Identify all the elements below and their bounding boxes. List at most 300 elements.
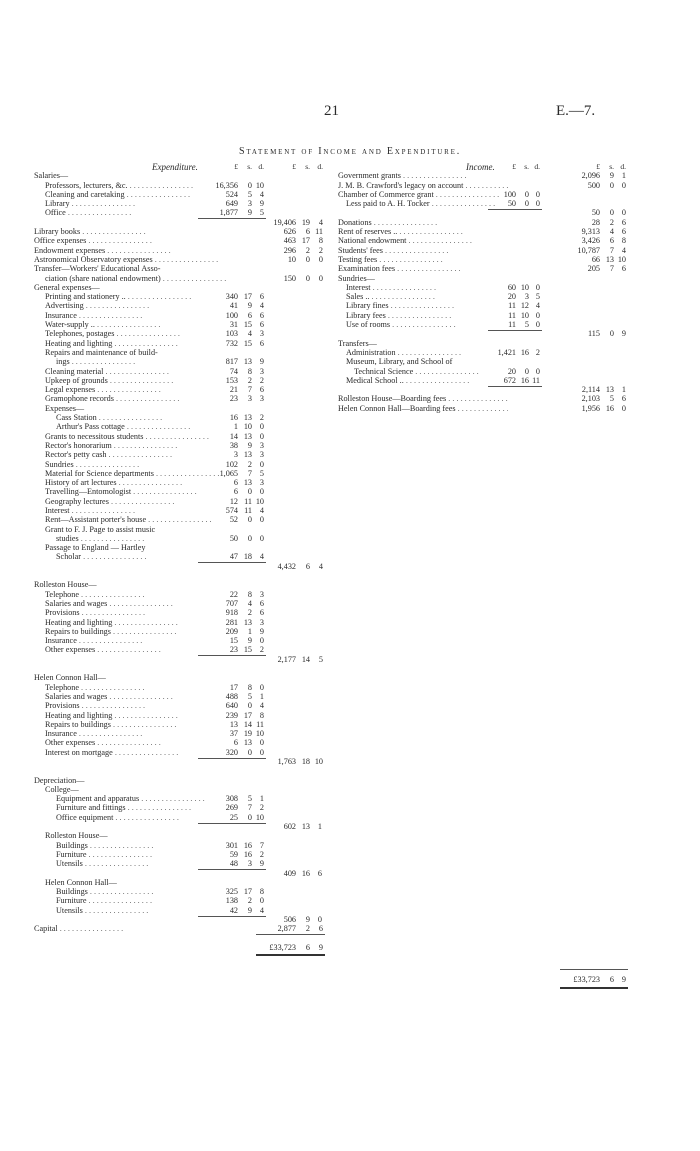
income-amount-pounds: 11 [508, 320, 516, 330]
expenditure-row [34, 850, 334, 859]
income-row-label: Museum, Library, and School of [346, 357, 453, 367]
expenditure-amount-pounds: 6 [233, 478, 238, 488]
expenditure-row-label: Equipment and apparatus . . [56, 794, 230, 803]
expenditure-row-label: Expenses— [45, 403, 85, 413]
expenditure-amount-pence: 9 [259, 199, 264, 209]
income-row [338, 348, 632, 357]
expenditure-amount-pounds: 25 [229, 812, 238, 822]
expenditure-amount-pence: 6 [317, 868, 322, 878]
expenditure-amount-pence: 3 [259, 329, 264, 339]
expenditure-row [34, 683, 334, 692]
expenditure-amount-shillings: 0 [305, 254, 310, 264]
expenditure-amount-pounds: 732 [225, 338, 238, 348]
expenditure-row [34, 255, 334, 264]
expenditure-amount-pence: 10 [255, 729, 264, 739]
expenditure-amount-pence: 11 [256, 719, 264, 729]
expenditure-row-label: Interest on mortgage . . [45, 748, 230, 757]
income-heading-b-pence: d. [620, 162, 626, 171]
expenditure-amount-shillings: 8 [247, 366, 252, 376]
income-amount-pounds: 1,421 [497, 347, 516, 357]
expenditure-row [34, 450, 334, 459]
expenditure-amount-shillings: 5 [247, 794, 252, 804]
expenditure-amount-pence: 3 [259, 589, 264, 599]
expenditure-amount-pence: 8 [259, 710, 264, 720]
income-row [338, 171, 632, 180]
expenditure-amount-pounds: 48 [229, 859, 238, 869]
expenditure-amount-shillings: 13 [243, 431, 252, 441]
expenditure-amount-shillings: 13 [243, 413, 252, 423]
expenditure-amount-pounds: 6 [233, 738, 238, 748]
income-amount-pounds: 20 [507, 292, 516, 302]
expenditure-row [34, 906, 334, 915]
expenditure-amount-pounds: 1 [233, 422, 238, 432]
expenditure-amount-shillings: 9 [247, 301, 252, 311]
income-amount-pence: 8 [621, 236, 626, 246]
income-amount-shillings: 0 [609, 329, 614, 339]
expenditure-amount-pence: 3 [259, 450, 264, 460]
expenditure-amount-shillings: 2 [247, 896, 252, 906]
income-amount-shillings: 3 [524, 292, 529, 302]
expenditure-amount-shillings: 14 [301, 654, 310, 664]
income-amount-shillings: 13 [605, 385, 614, 395]
expenditure-amount-pounds: 506 [283, 915, 296, 925]
income-row-label: National endowment . . [338, 236, 508, 245]
expenditure-amount-shillings: 15 [243, 320, 252, 330]
expenditure-row [34, 896, 334, 905]
expenditure-amount-pence: 9 [259, 626, 264, 636]
expenditure-amount-pence: 0 [259, 459, 264, 469]
expenditure-amount-shillings: 15 [243, 338, 252, 348]
expenditure-amount-shillings: 2 [247, 375, 252, 385]
expenditure-amount-shillings: 5 [247, 691, 252, 701]
expenditure-amount-shillings: 0 [247, 487, 252, 497]
income-amount-shillings: 6 [609, 236, 614, 246]
expenditure-row-label: Helen Connon Hall— [45, 877, 117, 887]
expenditure-amount-shillings: 13 [243, 450, 252, 460]
expenditure-amount-pence: 0 [259, 747, 264, 757]
expenditure-row [34, 692, 334, 701]
expenditure-row [34, 645, 334, 654]
expenditure-row [34, 301, 334, 310]
income-row [338, 227, 632, 236]
expenditure-total-double-rule [256, 954, 325, 956]
expenditure-row [34, 394, 334, 403]
expenditure-row [34, 367, 334, 376]
expenditure-row-label: Rolleston House— [45, 831, 108, 841]
expenditure-amount-pence: 6 [259, 310, 264, 320]
income-row-label: Donations . . [338, 218, 508, 227]
income-row-label: Rolleston House—Boarding fees . . [338, 394, 508, 403]
expenditure-amount-shillings: 7 [247, 803, 252, 813]
expenditure-row [34, 701, 334, 710]
expenditure-amount-pounds: 38 [229, 440, 238, 450]
expenditure-row [34, 432, 334, 441]
expenditure-amount-pounds: 150 [283, 273, 296, 283]
expenditure-row-label: Repairs and maintenance of build- [45, 347, 158, 357]
expenditure-amount-shillings: 7 [247, 385, 252, 395]
expenditure-amount-shillings: 9 [247, 208, 252, 218]
expenditure-row-label: ings . . [56, 357, 230, 366]
expenditure-amount-pounds: £33,723 [269, 942, 296, 952]
expenditure-row [34, 543, 334, 552]
expenditure-row-label: Office . . [45, 208, 230, 217]
income-amount-pence: 6 [621, 394, 626, 404]
expenditure-amount-pounds: 59 [229, 849, 238, 859]
income-row [338, 311, 632, 320]
expenditure-row [34, 869, 334, 878]
income-row [338, 292, 632, 301]
expenditure-row [34, 859, 334, 868]
income-row-label: Technical Science . . [354, 367, 508, 376]
expenditure-amount-pounds: 41 [229, 301, 238, 311]
expenditure-row [34, 199, 334, 208]
expenditure-amount-pounds: 23 [229, 645, 238, 655]
income-amount-pounds: 60 [507, 282, 516, 292]
expenditure-row-label: Endowment expenses . . [34, 246, 230, 255]
income-row [338, 255, 632, 264]
expenditure-amount-shillings: 4 [247, 598, 252, 608]
expenditure-amount-pence: 6 [259, 385, 264, 395]
expenditure-row-label: Rolleston House— [34, 580, 97, 590]
income-amount-shillings: 16 [520, 347, 529, 357]
income-amount-pounds: 100 [503, 189, 516, 199]
expenditure-amount-pence: 6 [318, 924, 323, 934]
expenditure-amount-pence: 3 [259, 478, 264, 488]
expenditure-amount-pounds: 138 [225, 896, 238, 906]
income-amount-pence: 0 [621, 403, 626, 413]
expenditure-row-label: Astronomical Observatory expenses . . [34, 255, 230, 264]
expenditure-amount-shillings: 2 [247, 608, 252, 618]
income-row-label: Testing fees . . [338, 255, 508, 264]
expenditure-amount-pence: 0 [259, 682, 264, 692]
expenditure-amount-pounds: 340 [225, 292, 238, 302]
income-total-pence: 9 [621, 975, 626, 984]
expenditure-row-label: Cass Station . . [56, 413, 230, 422]
income-amount-pounds: 11 [508, 310, 516, 320]
income-amount-pence: 5 [535, 292, 540, 302]
income-amount-pounds: 500 [587, 180, 600, 190]
expenditure-row [34, 878, 334, 887]
expenditure-amount-pounds: 1,065 [219, 468, 238, 478]
income-heading-a-shilling: s. [524, 162, 529, 171]
expenditure-row [34, 506, 334, 515]
expenditure-amount-pence: 8 [259, 887, 264, 897]
income-amount-shillings: 0 [609, 208, 614, 218]
income-amount-pence: 11 [532, 375, 540, 385]
expenditure-row-label: Other expenses . . [45, 645, 230, 654]
income-amount-pence: 0 [535, 199, 540, 209]
expenditure-row [34, 552, 334, 561]
expenditure-amount-pounds: 100 [225, 310, 238, 320]
income-amount-pence: 0 [621, 180, 626, 190]
expenditure-amount-pounds: 301 [225, 840, 238, 850]
expenditure-row [34, 943, 334, 952]
income-amount-pounds: 20 [507, 366, 516, 376]
expenditure-amount-pence: 4 [259, 552, 264, 562]
expenditure-row-label: Office equipment . . [56, 813, 230, 822]
income-row [338, 208, 632, 217]
expenditure-row-label: Transfer—Workers' Educational Asso- [34, 264, 161, 274]
income-total-shillings: 6 [609, 975, 614, 984]
expenditure-row [34, 385, 334, 394]
expenditure-row-label: Telephone . . [45, 590, 230, 599]
expenditure-amount-pounds: 15 [229, 636, 238, 646]
income-row-label: Library fines . . [346, 301, 508, 310]
income-amount-pounds: 50 [591, 208, 600, 218]
expenditure-amount-pounds: 153 [225, 375, 238, 385]
income-amount-pence: 10 [617, 254, 626, 264]
income-amount-shillings: 12 [520, 301, 529, 311]
expenditure-row [34, 422, 334, 431]
income-row-label: Examination fees . . [338, 264, 508, 273]
expenditure-amount-shillings: 6 [305, 227, 310, 237]
income-amount-shillings: 16 [520, 375, 529, 385]
expenditure-amount-pounds: 21 [229, 385, 238, 395]
expenditure-row [34, 534, 334, 543]
expenditure-row [34, 311, 334, 320]
expenditure-amount-shillings: 5 [247, 189, 252, 199]
expenditure-row-label: Library . . [45, 199, 230, 208]
expenditure-row [34, 339, 334, 348]
expenditure-row-label: Insurance . . [45, 636, 230, 645]
expenditure-amount-pounds: 640 [225, 701, 238, 711]
income-amount-pounds: 11 [508, 301, 516, 311]
income-row [338, 218, 632, 227]
expenditure-amount-shillings: 13 [301, 822, 310, 832]
income-amount-pence: 9 [621, 329, 626, 339]
expenditure-amount-pounds: 103 [225, 329, 238, 339]
expenditure-amount-shillings: 0 [305, 273, 310, 283]
expenditure-row-label: ciation (share national endowment) . . [45, 274, 230, 283]
expenditure-row-label: Office expenses . . [34, 236, 230, 245]
expenditure-row-label: Heating and lighting . . [45, 618, 230, 627]
expenditure-row-label: Salaries and wages . . [45, 599, 230, 608]
expenditure-row-label: Interest . . [45, 506, 230, 515]
expenditure-row-label: Buildings . . [56, 841, 230, 850]
expenditure-row-label: Scholar . . [56, 552, 230, 561]
expenditure-amount-shillings: 0 [247, 747, 252, 757]
expenditure-amount-pence: 2 [259, 849, 264, 859]
expenditure-amount-shillings: 19 [243, 729, 252, 739]
income-amount-shillings: 0 [524, 199, 529, 209]
expenditure-row-label: Advertising . . [45, 301, 230, 310]
income-amount-pounds: 3,426 [581, 236, 600, 246]
income-amount-pounds: 1,956 [581, 403, 600, 413]
expenditure-row [34, 236, 334, 245]
expenditure-amount-pence: 4 [259, 905, 264, 915]
expenditure-amount-shillings: 18 [301, 757, 310, 766]
expenditure-amount-shillings: 9 [305, 915, 310, 925]
expenditure-amount-pence: 4 [318, 217, 323, 227]
expenditure-amount-shillings: 9 [247, 440, 252, 450]
expenditure-amount-shillings: 3 [247, 859, 252, 869]
expenditure-amount-pence: 0 [259, 487, 264, 497]
expenditure-row [34, 320, 334, 329]
expenditure-row [34, 497, 334, 506]
expenditure-row [34, 283, 334, 292]
expenditure-row [34, 590, 334, 599]
income-amount-pence: 0 [535, 366, 540, 376]
income-amount-pence: 0 [535, 189, 540, 199]
income-row [338, 385, 632, 394]
income-row [338, 339, 632, 348]
expenditure-amount-pence: 0 [259, 896, 264, 906]
expenditure-amount-shillings: 11 [244, 505, 252, 515]
expenditure-amount-pence: 5 [259, 468, 264, 478]
expenditure-row [34, 487, 334, 496]
expenditure-row-label: Furniture . . [56, 850, 230, 859]
expenditure-row [34, 785, 334, 794]
expenditure-row-label: History of art lectures . . [45, 478, 230, 487]
expenditure-row [34, 460, 334, 469]
expenditure-amount-pence: 2 [259, 645, 264, 655]
expenditure-row-label: Water-supply .. . . [45, 320, 230, 329]
income-amount-shillings: 16 [605, 403, 614, 413]
income-amount-shillings: 7 [609, 264, 614, 274]
expenditure-amount-pence: 1 [259, 794, 264, 804]
expenditure-amount-shillings: 16 [301, 868, 310, 878]
income-heading-b-pound: £ [596, 162, 600, 171]
income-amount-pounds: 2,114 [581, 385, 600, 395]
income-row [338, 264, 632, 273]
expenditure-amount-pence: 0 [259, 738, 264, 748]
expenditure-row [34, 766, 334, 775]
income-row-label: Medical School .. . . [346, 376, 508, 385]
expenditure-heading-b-pound: £ [292, 162, 296, 171]
expenditure-amount-pence: 9 [259, 357, 264, 367]
expenditure-row [34, 803, 334, 812]
expenditure-row [34, 478, 334, 487]
income-row [338, 274, 632, 283]
expenditure-amount-pounds: 6 [233, 487, 238, 497]
expenditure-amount-shillings: 2 [305, 245, 310, 255]
expenditure-amount-pence: 6 [259, 320, 264, 330]
income-row [338, 367, 632, 376]
expenditure-row [34, 618, 334, 627]
expenditure-row [34, 831, 334, 840]
income-row-label: Interest . . [346, 283, 508, 292]
expenditure-amount-pounds: 574 [225, 505, 238, 515]
expenditure-row-label: Library books . . [34, 227, 230, 236]
expenditure-amount-shillings: 2 [305, 924, 310, 934]
expenditure-row-label: Gramophone records . . [45, 394, 230, 403]
expenditure-amount-pence: 4 [259, 189, 264, 199]
income-total-rule [560, 969, 628, 970]
expenditure-amount-shillings: 16 [243, 849, 252, 859]
expenditure-amount-pence: 0 [318, 254, 323, 264]
expenditure-amount-pence: 6 [259, 338, 264, 348]
expenditure-amount-pence: 7 [259, 840, 264, 850]
expenditure-row-label: Professors, lecturers, &c. . . [45, 181, 230, 190]
income-amount-shillings: 9 [609, 171, 614, 181]
expenditure-row [34, 655, 334, 664]
income-row [338, 190, 632, 199]
income-amount-pence: 6 [621, 227, 626, 237]
expenditure-row-label: Heating and lighting . . [45, 711, 230, 720]
expenditure-amount-pounds: 308 [225, 794, 238, 804]
expenditure-amount-pence: 2 [259, 803, 264, 813]
expenditure-amount-pounds: 17 [229, 682, 238, 692]
expenditure-amount-shillings: 6 [305, 561, 310, 571]
income-amount-pounds: 66 [591, 254, 600, 264]
expenditure-row-label: Other expenses . . [45, 738, 230, 747]
expenditure-amount-pounds: 209 [225, 626, 238, 636]
expenditure-amount-shillings: 9 [247, 905, 252, 915]
income-row-label: Transfers— [338, 338, 377, 348]
income-amount-pence: 0 [535, 282, 540, 292]
expenditure-amount-shillings: 13 [243, 738, 252, 748]
income-amount-shillings: 2 [609, 217, 614, 227]
expenditure-amount-pounds: 16 [229, 413, 238, 423]
expenditure-amount-pounds: 463 [283, 236, 296, 246]
income-amount-pence: 4 [535, 301, 540, 311]
expenditure-amount-shillings: 1 [247, 626, 252, 636]
expenditure-row [34, 915, 334, 924]
expenditure-row [34, 776, 334, 785]
expenditure-amount-pounds: 42 [229, 905, 238, 915]
expenditure-row [34, 329, 334, 338]
expenditure-amount-pence: 0 [317, 915, 322, 925]
income-amount-pounds: 115 [588, 329, 600, 339]
expenditure-amount-shillings: 8 [247, 682, 252, 692]
expenditure-amount-pounds: 817 [225, 357, 238, 367]
income-total-row [338, 975, 632, 984]
expenditure-row [34, 738, 334, 747]
expenditure-amount-pounds: 524 [225, 189, 238, 199]
expenditure-row-label: Repairs to buildings . . [45, 720, 230, 729]
income-amount-shillings: 13 [605, 254, 614, 264]
expenditure-amount-shillings: 6 [247, 310, 252, 320]
expenditure-row [34, 348, 334, 357]
income-heading: Income. [466, 162, 495, 172]
expenditure-amount-shillings: 17 [243, 710, 252, 720]
expenditure-amount-pence: 10 [255, 812, 264, 822]
expenditure-row [34, 190, 334, 199]
expenditure-amount-pounds: 269 [225, 803, 238, 813]
expenditure-row-label: Sundries . . [45, 460, 230, 469]
expenditure-row [34, 711, 334, 720]
income-column [338, 162, 632, 413]
income-row [338, 181, 632, 190]
expenditure-row-label: Legal expenses . . [45, 385, 230, 394]
expenditure-row [34, 757, 334, 766]
statement-title: Statement of Income and Expenditure. [238, 146, 461, 157]
income-amount-pence: 6 [621, 217, 626, 227]
expenditure-row [34, 525, 334, 534]
expenditure-amount-shillings: 0 [247, 812, 252, 822]
expenditure-row [34, 227, 334, 236]
expenditure-amount-pounds: 16,356 [215, 180, 238, 190]
expenditure-amount-pounds: 649 [225, 199, 238, 209]
expenditure-amount-pence: 11 [315, 227, 323, 237]
expenditure-row [34, 813, 334, 822]
expenditure-row [34, 608, 334, 617]
expenditure-amount-pence: 0 [318, 273, 323, 283]
expenditure-amount-pounds: 31 [229, 320, 238, 330]
expenditure-amount-pence: 3 [259, 440, 264, 450]
income-amount-pence: 4 [621, 245, 626, 255]
document-reference: E.—7. [556, 103, 596, 119]
income-amount-pounds: 205 [587, 264, 600, 274]
expenditure-row-label: General expenses— [34, 282, 100, 292]
expenditure-amount-pounds: 3 [233, 450, 238, 460]
expenditure-amount-pence: 5 [318, 654, 323, 664]
income-amount-shillings: 0 [524, 366, 529, 376]
expenditure-amount-pounds: 488 [225, 691, 238, 701]
expenditure-row-label: Arthur's Pass cottage . . [56, 422, 230, 431]
expenditure-amount-pounds: 19,406 [273, 217, 296, 227]
income-amount-shillings: 0 [524, 189, 529, 199]
